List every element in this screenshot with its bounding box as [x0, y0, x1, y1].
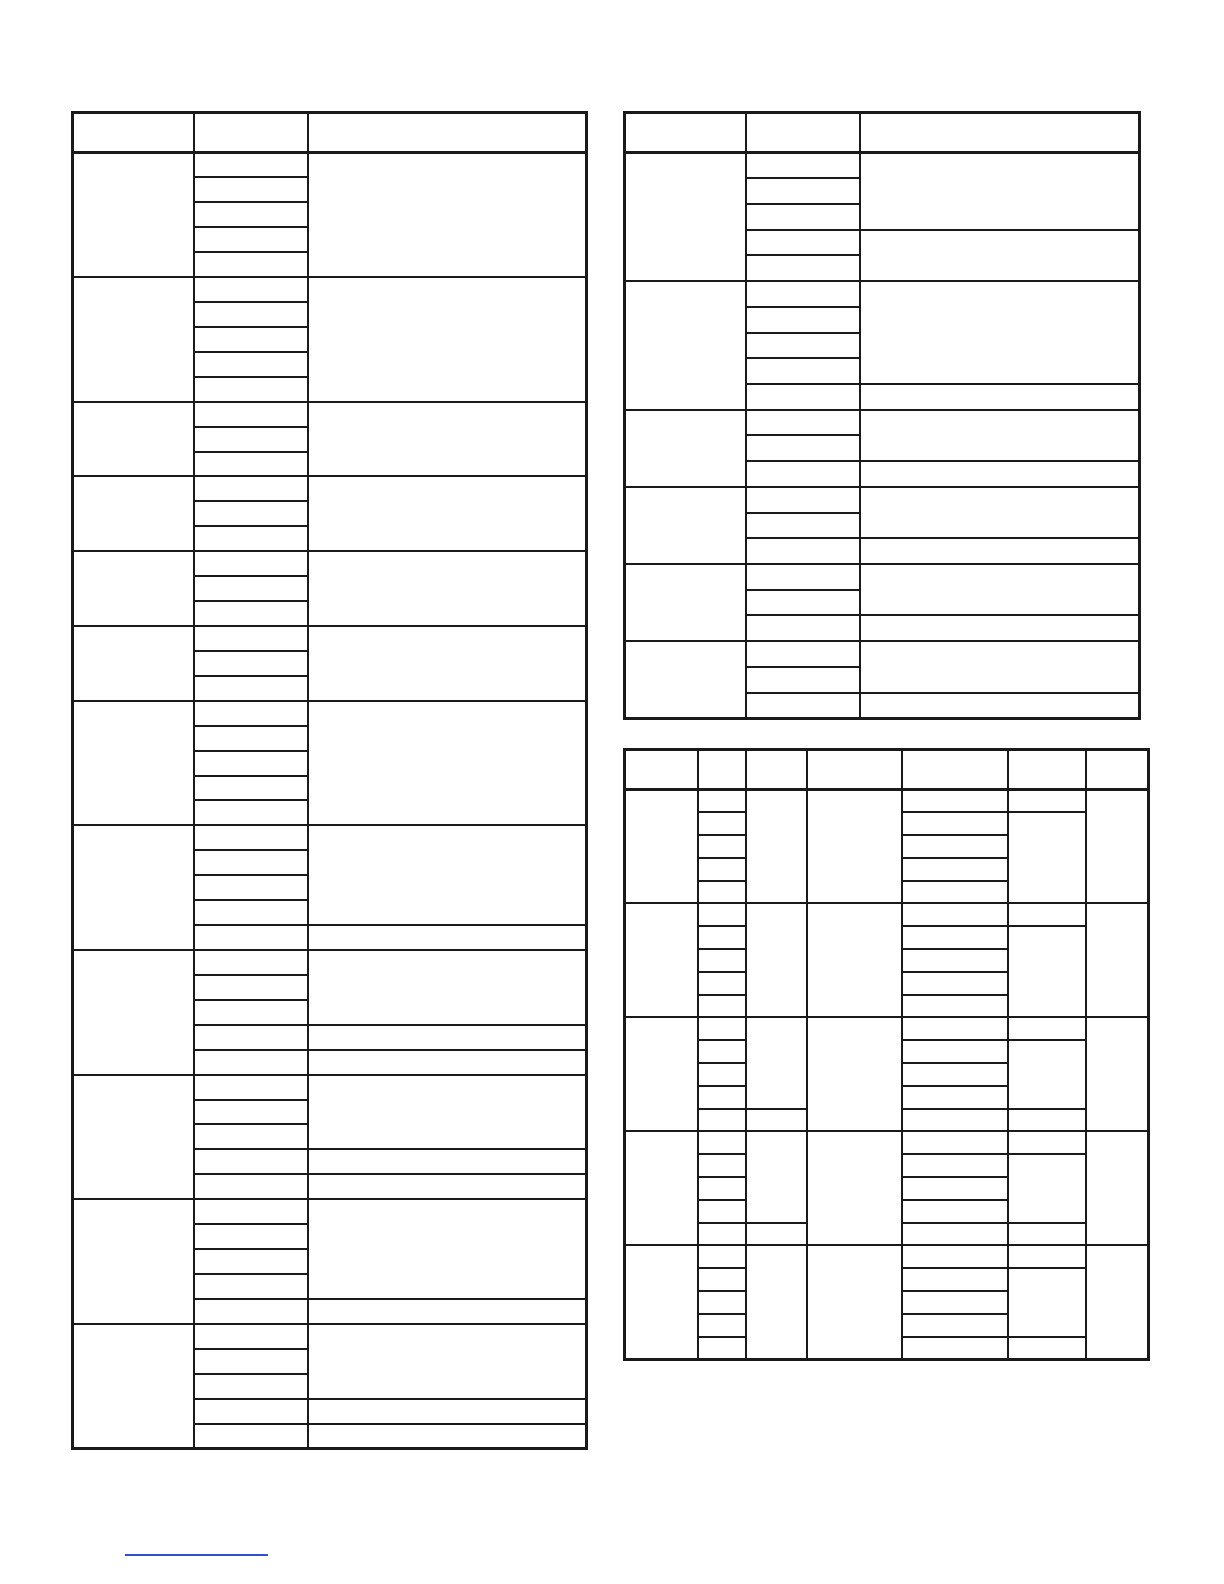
description-cell: [860, 564, 1140, 615]
description-cell: [860, 487, 1140, 538]
part-number-cell: [194, 726, 308, 751]
group-label-cell: [625, 903, 698, 1017]
group-label-cell: [73, 626, 194, 701]
part-number-cell: [194, 651, 308, 676]
column-header: [902, 750, 1008, 790]
part-number-cell: [746, 641, 860, 667]
size-cell: [698, 972, 746, 995]
row-group: [73, 1075, 587, 1200]
part-number-cell: [902, 1223, 1008, 1246]
part-number-cell: [194, 1249, 308, 1274]
size-cell: [698, 858, 746, 881]
group-label-cell: [73, 825, 194, 950]
part-number-cell: [746, 693, 860, 719]
part-number-cell: [746, 590, 860, 616]
group-label-cell: [73, 1199, 194, 1324]
part-number-cell: [194, 701, 308, 726]
option-cell: [1008, 1040, 1086, 1108]
part-number-cell: [194, 1299, 308, 1324]
option-cell: [1008, 812, 1086, 903]
size-cell: [698, 1109, 746, 1132]
size-cell: [698, 903, 746, 926]
description-cell: [860, 153, 1140, 230]
description-cell: [308, 825, 587, 925]
part-number-cell: [746, 461, 860, 487]
size-cell: [698, 926, 746, 949]
part-number-cell: [902, 1245, 1008, 1268]
row-group: [73, 825, 587, 950]
description-cell: [860, 693, 1140, 719]
size-cell: [698, 790, 746, 813]
option-cell: [1008, 1268, 1086, 1336]
option-cell: [1008, 1245, 1086, 1268]
part-number-cell: [902, 858, 1008, 881]
table-row: [625, 564, 1140, 590]
part-number-cell: [902, 972, 1008, 995]
part-number-cell: [194, 601, 308, 626]
size-cell: [698, 1154, 746, 1177]
description-cell: [308, 1199, 587, 1299]
spec-cell: [746, 1131, 807, 1222]
table-row: [73, 476, 587, 501]
part-number-cell: [902, 881, 1008, 904]
part-number-cell: [194, 825, 308, 850]
part-number-cell: [194, 1025, 308, 1050]
column-header: [194, 113, 308, 153]
size-cell: [698, 1131, 746, 1154]
column-header: [625, 750, 698, 790]
row-group: [73, 402, 587, 477]
table-row: [73, 825, 587, 850]
row-group: [625, 1131, 1149, 1245]
table-row: [625, 790, 1149, 813]
group-label-cell: [73, 1324, 194, 1449]
part-number-cell: [902, 926, 1008, 949]
table-row: [625, 1017, 1149, 1040]
column-header: [807, 750, 902, 790]
part-number-cell: [902, 1177, 1008, 1200]
part-number-cell: [194, 202, 308, 227]
part-number-cell: [902, 995, 1008, 1018]
column-header: [308, 113, 587, 153]
notes-cell: [1086, 790, 1149, 904]
part-number-cell: [194, 452, 308, 477]
part-number-cell: [194, 377, 308, 402]
part-number-cell: [746, 667, 860, 693]
option-cell: [1008, 903, 1086, 926]
part-number-cell: [194, 526, 308, 551]
part-number-cell: [746, 487, 860, 513]
part-number-cell: [194, 1324, 308, 1349]
table-row: [73, 626, 587, 651]
part-number-cell: [194, 751, 308, 776]
spec-cell: [746, 1017, 807, 1108]
group-label-cell: [625, 1017, 698, 1131]
table-row: [73, 153, 587, 178]
description-cell: [308, 1025, 587, 1050]
part-number-cell: [194, 1224, 308, 1249]
column-header: [73, 113, 194, 153]
part-number-cell: [746, 384, 860, 410]
spec-cell: [746, 1223, 807, 1246]
option-cell: [1008, 1223, 1086, 1246]
row-group: [73, 701, 587, 826]
row-group: [625, 410, 1140, 487]
part-number-cell: [902, 1154, 1008, 1177]
part-number-cell: [194, 1075, 308, 1100]
description-cell: [860, 281, 1140, 384]
part-number-cell: [194, 1050, 308, 1075]
description-cell: [308, 626, 587, 701]
column-header: [746, 750, 807, 790]
notes-cell: [1086, 1131, 1149, 1245]
part-number-cell: [902, 1291, 1008, 1314]
row-group: [625, 790, 1149, 904]
table-row: [73, 402, 587, 427]
group-label-cell: [73, 277, 194, 402]
part-number-cell: [902, 1131, 1008, 1154]
description-cell: [860, 410, 1140, 461]
description-cell: [308, 1324, 587, 1399]
size-cell: [698, 1245, 746, 1268]
part-number-cell: [902, 1109, 1008, 1132]
part-number-cell: [902, 1337, 1008, 1360]
part-number-cell: [194, 925, 308, 950]
column-header: [746, 113, 860, 153]
table-row: [73, 950, 587, 975]
row-group: [73, 551, 587, 626]
option-cell: [1008, 926, 1086, 1017]
part-number-cell: [902, 1063, 1008, 1086]
description-cell: [308, 701, 587, 826]
part-number-cell: [194, 1374, 308, 1399]
description-cell: [308, 153, 587, 278]
part-number-cell: [746, 333, 860, 359]
part-number-cell: [746, 410, 860, 436]
size-cell: [698, 1063, 746, 1086]
row-group: [625, 281, 1140, 410]
table-row: [73, 1075, 587, 1100]
notes-cell: [1086, 1245, 1149, 1359]
part-number-cell: [194, 227, 308, 252]
description-cell: [860, 641, 1140, 692]
option-cell: [1008, 790, 1086, 813]
option-cell: [1008, 1131, 1086, 1154]
column-header: [1086, 750, 1149, 790]
description-cell: [308, 1174, 587, 1199]
part-number-cell: [902, 1268, 1008, 1291]
parts-table-left: [71, 111, 588, 1450]
size-cell: [698, 1086, 746, 1109]
size-cell: [698, 1177, 746, 1200]
part-number-cell: [194, 850, 308, 875]
group-label-cell: [73, 701, 194, 826]
part-number-cell: [194, 402, 308, 427]
part-number-cell: [746, 513, 860, 539]
option-cell: [1008, 1017, 1086, 1040]
group-label-cell: [625, 153, 746, 282]
part-number-cell: [194, 1274, 308, 1299]
part-number-cell: [746, 435, 860, 461]
part-number-cell: [194, 1000, 308, 1025]
description-cell: [308, 402, 587, 477]
size-cell: [698, 881, 746, 904]
group-label-cell: [73, 402, 194, 477]
part-number-cell: [746, 281, 860, 307]
part-number-cell: [194, 1174, 308, 1199]
table-row: [625, 410, 1140, 436]
part-number-cell: [902, 835, 1008, 858]
description-cell: [308, 551, 587, 626]
description-cell: [308, 1399, 587, 1424]
row-group: [73, 1199, 587, 1324]
row-group: [625, 903, 1149, 1017]
table-row: [625, 1131, 1149, 1154]
part-number-cell: [194, 975, 308, 1000]
part-number-cell: [194, 900, 308, 925]
option-cell: [1008, 1154, 1086, 1222]
row-group: [73, 277, 587, 402]
row-group: [625, 1017, 1149, 1131]
part-number-cell: [194, 776, 308, 801]
part-number-cell: [194, 950, 308, 975]
footer-link-underline[interactable]: [125, 1554, 268, 1556]
table-row: [625, 1245, 1149, 1268]
option-cell: [1008, 1337, 1086, 1360]
part-number-cell: [194, 302, 308, 327]
row-group: [625, 641, 1140, 718]
part-number-cell: [194, 427, 308, 452]
model-cell: [807, 1017, 902, 1131]
group-label-cell: [625, 641, 746, 718]
part-number-cell: [194, 476, 308, 501]
row-group: [625, 487, 1140, 564]
part-number-cell: [194, 875, 308, 900]
part-number-cell: [902, 812, 1008, 835]
table-row: [625, 153, 1140, 179]
size-cell: [698, 1017, 746, 1040]
part-number-cell: [746, 307, 860, 333]
size-cell: [698, 1337, 746, 1360]
column-header: [860, 113, 1140, 153]
part-number-cell: [194, 1424, 308, 1449]
description-cell: [308, 1050, 587, 1075]
row-group: [73, 153, 587, 278]
size-cell: [698, 835, 746, 858]
group-label-cell: [625, 1245, 698, 1359]
group-label-cell: [625, 410, 746, 487]
group-label-cell: [73, 1075, 194, 1200]
part-number-cell: [746, 564, 860, 590]
size-cell: [698, 1040, 746, 1063]
description-cell: [308, 1424, 587, 1449]
part-number-cell: [746, 153, 860, 179]
description-cell: [860, 384, 1140, 410]
group-label-cell: [625, 564, 746, 641]
spec-cell: [746, 1109, 807, 1132]
part-number-cell: [746, 255, 860, 281]
size-cell: [698, 1223, 746, 1246]
description-cell: [308, 1299, 587, 1324]
part-number-cell: [902, 1200, 1008, 1223]
table-row: [73, 551, 587, 576]
model-cell: [807, 903, 902, 1017]
part-number-cell: [194, 1399, 308, 1424]
spec-cell: [746, 790, 807, 904]
part-number-cell: [902, 1314, 1008, 1337]
part-number-cell: [194, 153, 308, 178]
part-number-cell: [746, 538, 860, 564]
row-group: [73, 626, 587, 701]
size-cell: [698, 1268, 746, 1291]
column-header: [625, 113, 746, 153]
part-number-cell: [194, 252, 308, 277]
table-row: [73, 701, 587, 726]
size-cell: [698, 949, 746, 972]
part-number-cell: [902, 1017, 1008, 1040]
part-number-cell: [194, 676, 308, 701]
part-number-cell: [746, 204, 860, 230]
part-number-cell: [902, 1086, 1008, 1109]
group-label-cell: [73, 476, 194, 551]
group-label-cell: [625, 487, 746, 564]
model-cell: [807, 1131, 902, 1245]
part-number-cell: [194, 1100, 308, 1125]
table-row: [625, 281, 1140, 307]
spec-cell: [746, 1245, 807, 1359]
row-group: [73, 950, 587, 1075]
size-cell: [698, 995, 746, 1018]
size-cell: [698, 812, 746, 835]
group-label-cell: [73, 950, 194, 1075]
spec-cell: [746, 903, 807, 1017]
model-cell: [807, 1245, 902, 1359]
group-label-cell: [73, 153, 194, 278]
parts-table-right-top: [623, 111, 1141, 720]
group-label-cell: [625, 1131, 698, 1245]
model-cell: [807, 790, 902, 904]
row-group: [73, 1324, 587, 1449]
notes-cell: [1086, 903, 1149, 1017]
part-number-cell: [746, 358, 860, 384]
part-number-cell: [194, 501, 308, 526]
table-row: [73, 1199, 587, 1224]
description-cell: [308, 1149, 587, 1174]
option-cell: [1008, 1109, 1086, 1132]
description-cell: [308, 950, 587, 1025]
part-number-cell: [194, 576, 308, 601]
description-cell: [308, 476, 587, 551]
table-row: [625, 641, 1140, 667]
part-number-cell: [902, 790, 1008, 813]
part-number-cell: [194, 1149, 308, 1174]
part-number-cell: [194, 1349, 308, 1374]
row-group: [625, 1245, 1149, 1359]
description-cell: [308, 925, 587, 950]
part-number-cell: [902, 949, 1008, 972]
part-number-cell: [194, 800, 308, 825]
spec-table-right-bottom: [623, 748, 1150, 1361]
column-header: [1008, 750, 1086, 790]
column-header: [698, 750, 746, 790]
description-cell: [308, 1075, 587, 1150]
notes-cell: [1086, 1017, 1149, 1131]
part-number-cell: [902, 1040, 1008, 1063]
table-row: [73, 1324, 587, 1349]
part-number-cell: [194, 327, 308, 352]
row-group: [625, 153, 1140, 282]
part-number-cell: [746, 230, 860, 256]
part-number-cell: [746, 615, 860, 641]
part-number-cell: [194, 352, 308, 377]
group-label-cell: [625, 281, 746, 410]
part-number-cell: [194, 1199, 308, 1224]
description-cell: [860, 538, 1140, 564]
table-row: [73, 277, 587, 302]
part-number-cell: [194, 626, 308, 651]
table-row: [625, 487, 1140, 513]
part-number-cell: [194, 1124, 308, 1149]
row-group: [73, 476, 587, 551]
part-number-cell: [194, 551, 308, 576]
group-label-cell: [73, 551, 194, 626]
table-row: [625, 903, 1149, 926]
part-number-cell: [746, 178, 860, 204]
description-cell: [860, 615, 1140, 641]
row-group: [625, 564, 1140, 641]
size-cell: [698, 1200, 746, 1223]
size-cell: [698, 1314, 746, 1337]
part-number-cell: [194, 177, 308, 202]
size-cell: [698, 1291, 746, 1314]
description-cell: [860, 461, 1140, 487]
description-cell: [860, 230, 1140, 281]
part-number-cell: [902, 903, 1008, 926]
part-number-cell: [194, 277, 308, 302]
description-cell: [308, 277, 587, 402]
group-label-cell: [625, 790, 698, 904]
